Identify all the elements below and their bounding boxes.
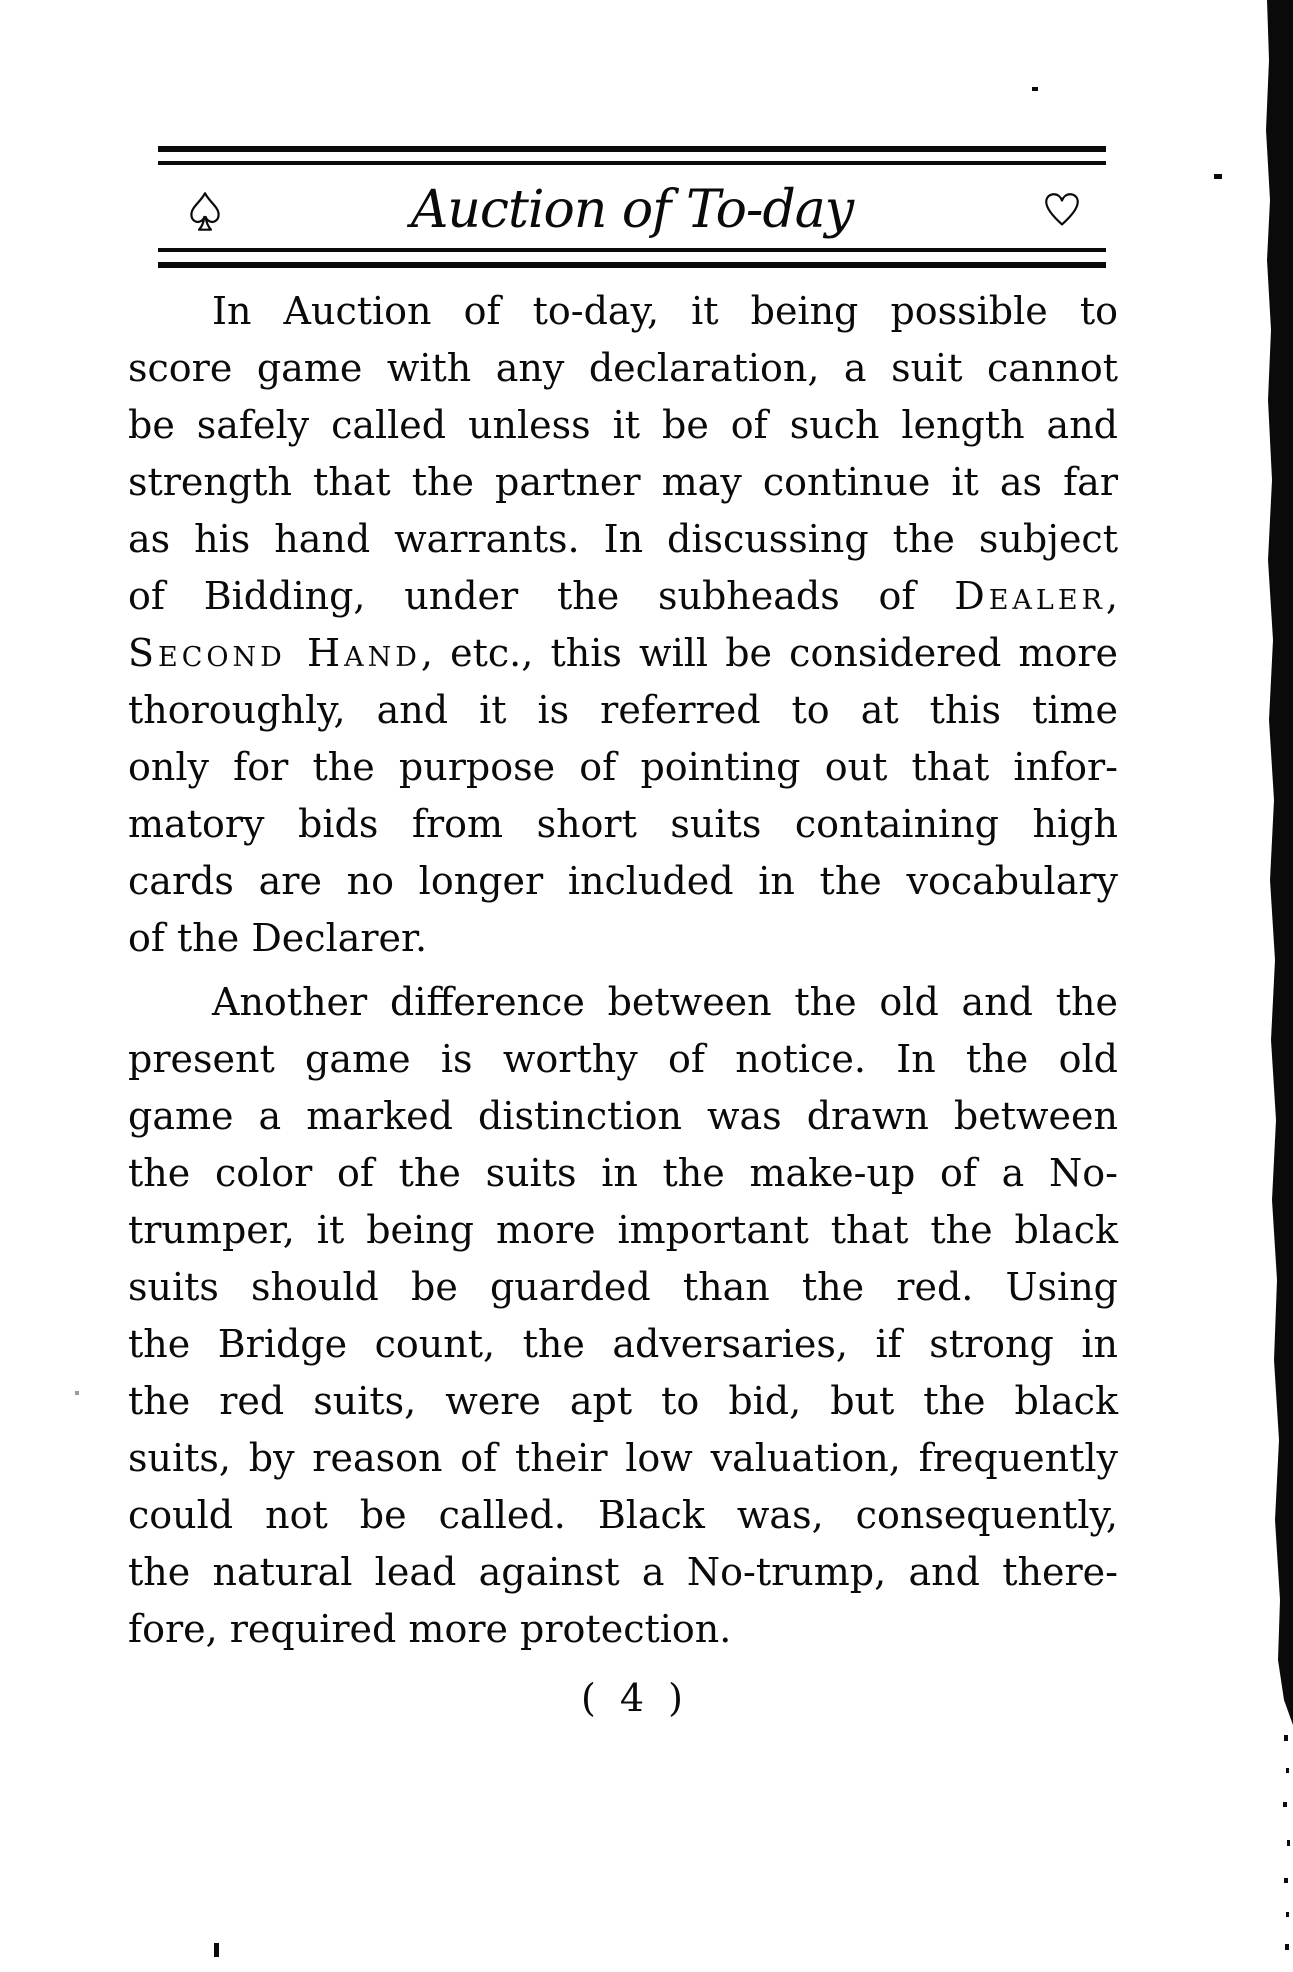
text-line: as his hand warrants. In discussing the subject [128, 517, 1118, 561]
header-bottom-rule-1 [158, 248, 1106, 252]
header-top-rule-1 [158, 146, 1106, 152]
text-line: suits should be guarded than the red. Using [128, 1265, 1118, 1309]
text-line: trumper, it being more important that the black [128, 1208, 1118, 1252]
text-line: thoroughly, and it is referred to at this time [128, 688, 1118, 732]
text-line: the red suits, were apt to bid, but the black [128, 1379, 1118, 1423]
scan-speck [75, 1391, 79, 1395]
paragraph [128, 974, 1118, 1658]
text-line: cards are no longer included in the vocabulary [128, 859, 1118, 903]
scan-edge-artifact [1253, 0, 1293, 1968]
text-line: of the Declarer. [128, 916, 428, 960]
text-line: the Bridge count, the adversaries, if strong in [128, 1322, 1118, 1366]
heart-icon [1044, 192, 1080, 228]
text-line: be safely called unless it be of such length and [128, 403, 1118, 447]
text-line: only for the purpose of pointing out that infor- [128, 745, 1118, 789]
text-line: strength that the partner may continue it as far [128, 460, 1118, 504]
scan-speck [1032, 87, 1038, 91]
text-line: score game with any declaration, a suit cannot [128, 346, 1118, 390]
text-line: game a marked distinction was drawn between [128, 1094, 1118, 1138]
text-line: of Bidding, under the subheads of Dealer, [128, 574, 1118, 618]
text-line: Another difference between the old and the [212, 980, 1118, 1024]
text-line: the natural lead against a No-trump, and there- [128, 1550, 1118, 1594]
text-line: suits, by reason of their low valuation, frequently [128, 1436, 1118, 1480]
page-title: Auction of To-day [410, 180, 854, 240]
text-line: In Auction of to-day, it being possible to [212, 289, 1118, 333]
text-line: the color of the suits in the make-up of a No- [128, 1151, 1118, 1195]
header-top-rule-2 [158, 161, 1106, 165]
text-line: present game is worthy of notice. In the old [128, 1037, 1118, 1081]
page-number: ( 4 ) [581, 1676, 689, 1720]
small-caps-term: Second Hand [128, 631, 421, 675]
text-line: matory bids from short suits containing high [128, 802, 1118, 846]
scan-speck [214, 1943, 219, 1957]
text-line: could not be called. Black was, consequently, [128, 1493, 1118, 1537]
small-caps-term: Dealer [954, 574, 1106, 618]
scan-speck [1214, 174, 1222, 179]
page-text [128, 283, 1118, 1658]
paragraph [128, 283, 1118, 967]
text-line: fore, required more protection. [128, 1607, 732, 1651]
text-line: Second Hand, etc., this will be considered more [128, 631, 1118, 675]
header-bottom-rule-2 [158, 262, 1106, 268]
